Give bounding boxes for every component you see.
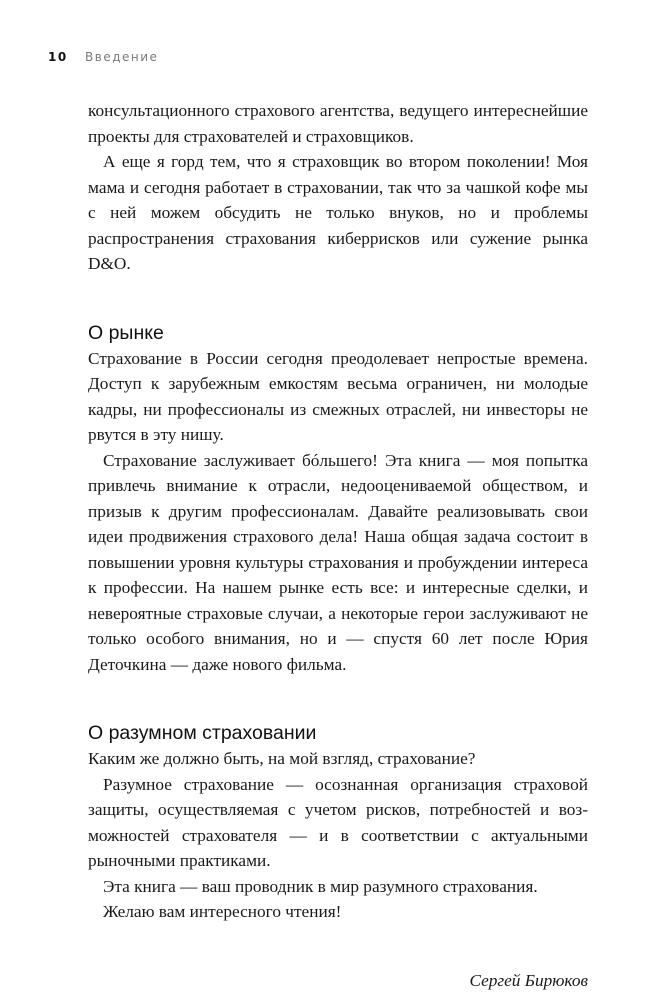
author-signature: Сергей Бирюков xyxy=(469,970,588,990)
body-paragraph: Желаю вам интересного чтения! xyxy=(103,902,342,921)
section-heading-reasonable-insurance: О разумном страховании xyxy=(88,722,317,744)
running-title: Введение xyxy=(85,50,159,64)
running-header xyxy=(48,50,158,64)
body-paragraph: А еще я горд тем, что я страховщик во втором поколении! Моя мама и сегодня работает в страховании, так что за чашкой кофе мы с ней можем обсудить не только внуков, но и проблемы распространения страхования киберрисков или сужение рынка D&O. xyxy=(88,152,588,273)
body-paragraph: Страхование в России сегодня преодолевает непростые времена. Доступ к зарубежным емкостям весьма ограничен, ни молодые кадры, ни профессионалы из смежных отраслей, ни инвесторы не рвутся в эту нишу. xyxy=(88,348,588,444)
body-paragraph: Каким же должно быть, на мой взгляд, страхование? xyxy=(88,749,476,768)
page-body xyxy=(88,98,588,993)
body-paragraph: Разумное страхование — осознанная организация страховой защиты, осуществляемая с учетом рисков, потребностей и возможностей страхователя — и в соответствии с актуальными рыночными практиками. xyxy=(88,774,588,870)
body-paragraph: Эта книга — ваш проводник в мир разумного страхования. xyxy=(103,876,538,896)
body-paragraph: консультационного страхового агентства, ведущего интереснейшие проекты для страхователей и страховщиков. xyxy=(88,101,588,146)
section-heading-market: О рынке xyxy=(88,321,164,344)
body-paragraph: Страхование заслуживает бóльшего! Эта книга — моя попытка привлечь внимание к отрасли, недооцениваемой обществом, и призыв к другим профессионалам. Давайте реализовывать свои идеи продвижения страхового дела! Наша общая задача состоит в повышении уровня культуры страхования и пробуждении интереса к профессии. На нашем рынке есть все: и интересные сделки, и невероятные страховые случаи, а некоторые герои заслуживают не только особого внимания, но и — спустя 60 лет после Юрия Деточкина — даже нового фильма. xyxy=(88,450,588,674)
page-number: 10 xyxy=(48,50,68,64)
